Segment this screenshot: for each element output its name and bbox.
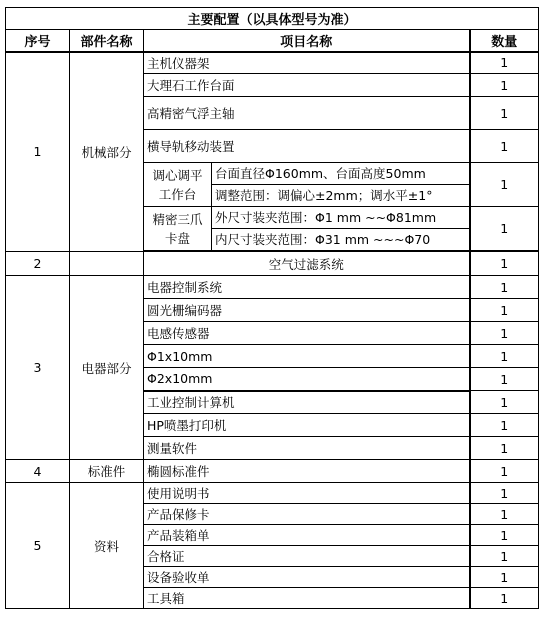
qty-cell: 1 <box>470 207 539 251</box>
qty-cell: 1 <box>470 460 539 483</box>
qty-cell: 1 <box>470 74 539 97</box>
qty-cell: 1 <box>470 345 539 368</box>
table-title: 主要配置（以具体型号为准） <box>6 8 539 30</box>
item-cell: 使用说明书 <box>144 483 470 504</box>
seq-cell: 5 <box>6 483 70 609</box>
qty-cell: 1 <box>470 567 539 588</box>
item-cell: 工业控制计算机 <box>144 391 470 414</box>
table-row <box>6 483 539 504</box>
table-row <box>6 460 539 483</box>
item-cell: 主机仪器架 <box>144 52 470 74</box>
qty-cell: 1 <box>470 52 539 74</box>
item-cell: 电感传感器 <box>144 322 470 345</box>
item-cell: HP喷墨打印机 <box>144 414 470 437</box>
qty-cell: 1 <box>470 322 539 345</box>
item-cell: 横导轨移动装置 <box>144 130 470 163</box>
qty-cell: 1 <box>470 368 539 391</box>
spec-line: 调整范围：调偏心±2mm；调水平±1° <box>215 188 433 203</box>
item-cell: 产品装箱单 <box>144 525 470 546</box>
item-cell: 设备验收单 <box>144 567 470 588</box>
qty-cell: 1 <box>470 483 539 504</box>
item-cell: 合格证 <box>144 546 470 567</box>
table-row <box>6 252 539 276</box>
item-cell: 圆光栅编码器 <box>144 299 470 322</box>
header-seq: 序号 <box>6 30 70 52</box>
qty-cell: 1 <box>470 525 539 546</box>
seq-cell: 2 <box>6 252 70 276</box>
sub-part-name-cell: 调心调平工作台 <box>144 163 212 207</box>
spec-cell <box>212 207 470 251</box>
spec-line: 外尺寸装夹范围：Φ1 mm ~~Φ81mm <box>212 207 469 229</box>
item-cell: 工具箱 <box>144 588 470 609</box>
item-cell: 产品保修卡 <box>144 504 470 525</box>
qty-cell: 1 <box>470 504 539 525</box>
qty-cell: 1 <box>470 391 539 414</box>
item-cell: 高精密气浮主轴 <box>144 97 470 130</box>
part-name-cell <box>70 252 144 276</box>
header-quantity: 数量 <box>470 30 539 52</box>
qty-cell: 1 <box>470 299 539 322</box>
spec-line: 内尺寸装夹范围：Φ31 mm ~~~Φ70 <box>215 232 431 247</box>
item-cell: 空气过滤系统 <box>144 252 470 276</box>
qty-cell: 1 <box>470 546 539 567</box>
qty-cell: 1 <box>470 252 539 276</box>
seq-cell: 3 <box>6 276 70 460</box>
qty-cell: 1 <box>470 163 539 207</box>
qty-cell: 1 <box>470 130 539 163</box>
part-name-cell: 机械部分 <box>70 52 144 252</box>
sub-part-name-cell: 精密三爪卡盘 <box>144 207 212 251</box>
item-cell: Φ1x10mm <box>144 345 470 368</box>
header-item-name: 项目名称 <box>144 30 470 52</box>
item-cell: 电器控制系统 <box>144 276 470 299</box>
spec-line: 台面直径Φ160mm、台面高度50mm <box>212 163 469 185</box>
table-row <box>6 276 539 299</box>
seq-cell: 4 <box>6 460 70 483</box>
spec-cell <box>212 163 470 207</box>
part-name-cell: 标准件 <box>70 460 144 483</box>
header-part-name: 部件名称 <box>70 30 144 52</box>
qty-cell: 1 <box>470 97 539 130</box>
table-row <box>6 52 539 74</box>
qty-cell: 1 <box>470 437 539 460</box>
qty-cell: 1 <box>470 414 539 437</box>
config-table <box>5 7 539 609</box>
qty-cell: 1 <box>470 276 539 299</box>
part-name-cell: 资料 <box>70 483 144 609</box>
seq-cell: 1 <box>6 52 70 252</box>
item-cell: 大理石工作台面 <box>144 74 470 97</box>
part-name-cell: 电器部分 <box>70 276 144 460</box>
qty-cell: 1 <box>470 588 539 609</box>
item-cell: 椭圆标准件 <box>144 460 470 483</box>
item-cell: Φ2x10mm <box>144 368 470 391</box>
item-cell: 测量软件 <box>144 437 470 460</box>
